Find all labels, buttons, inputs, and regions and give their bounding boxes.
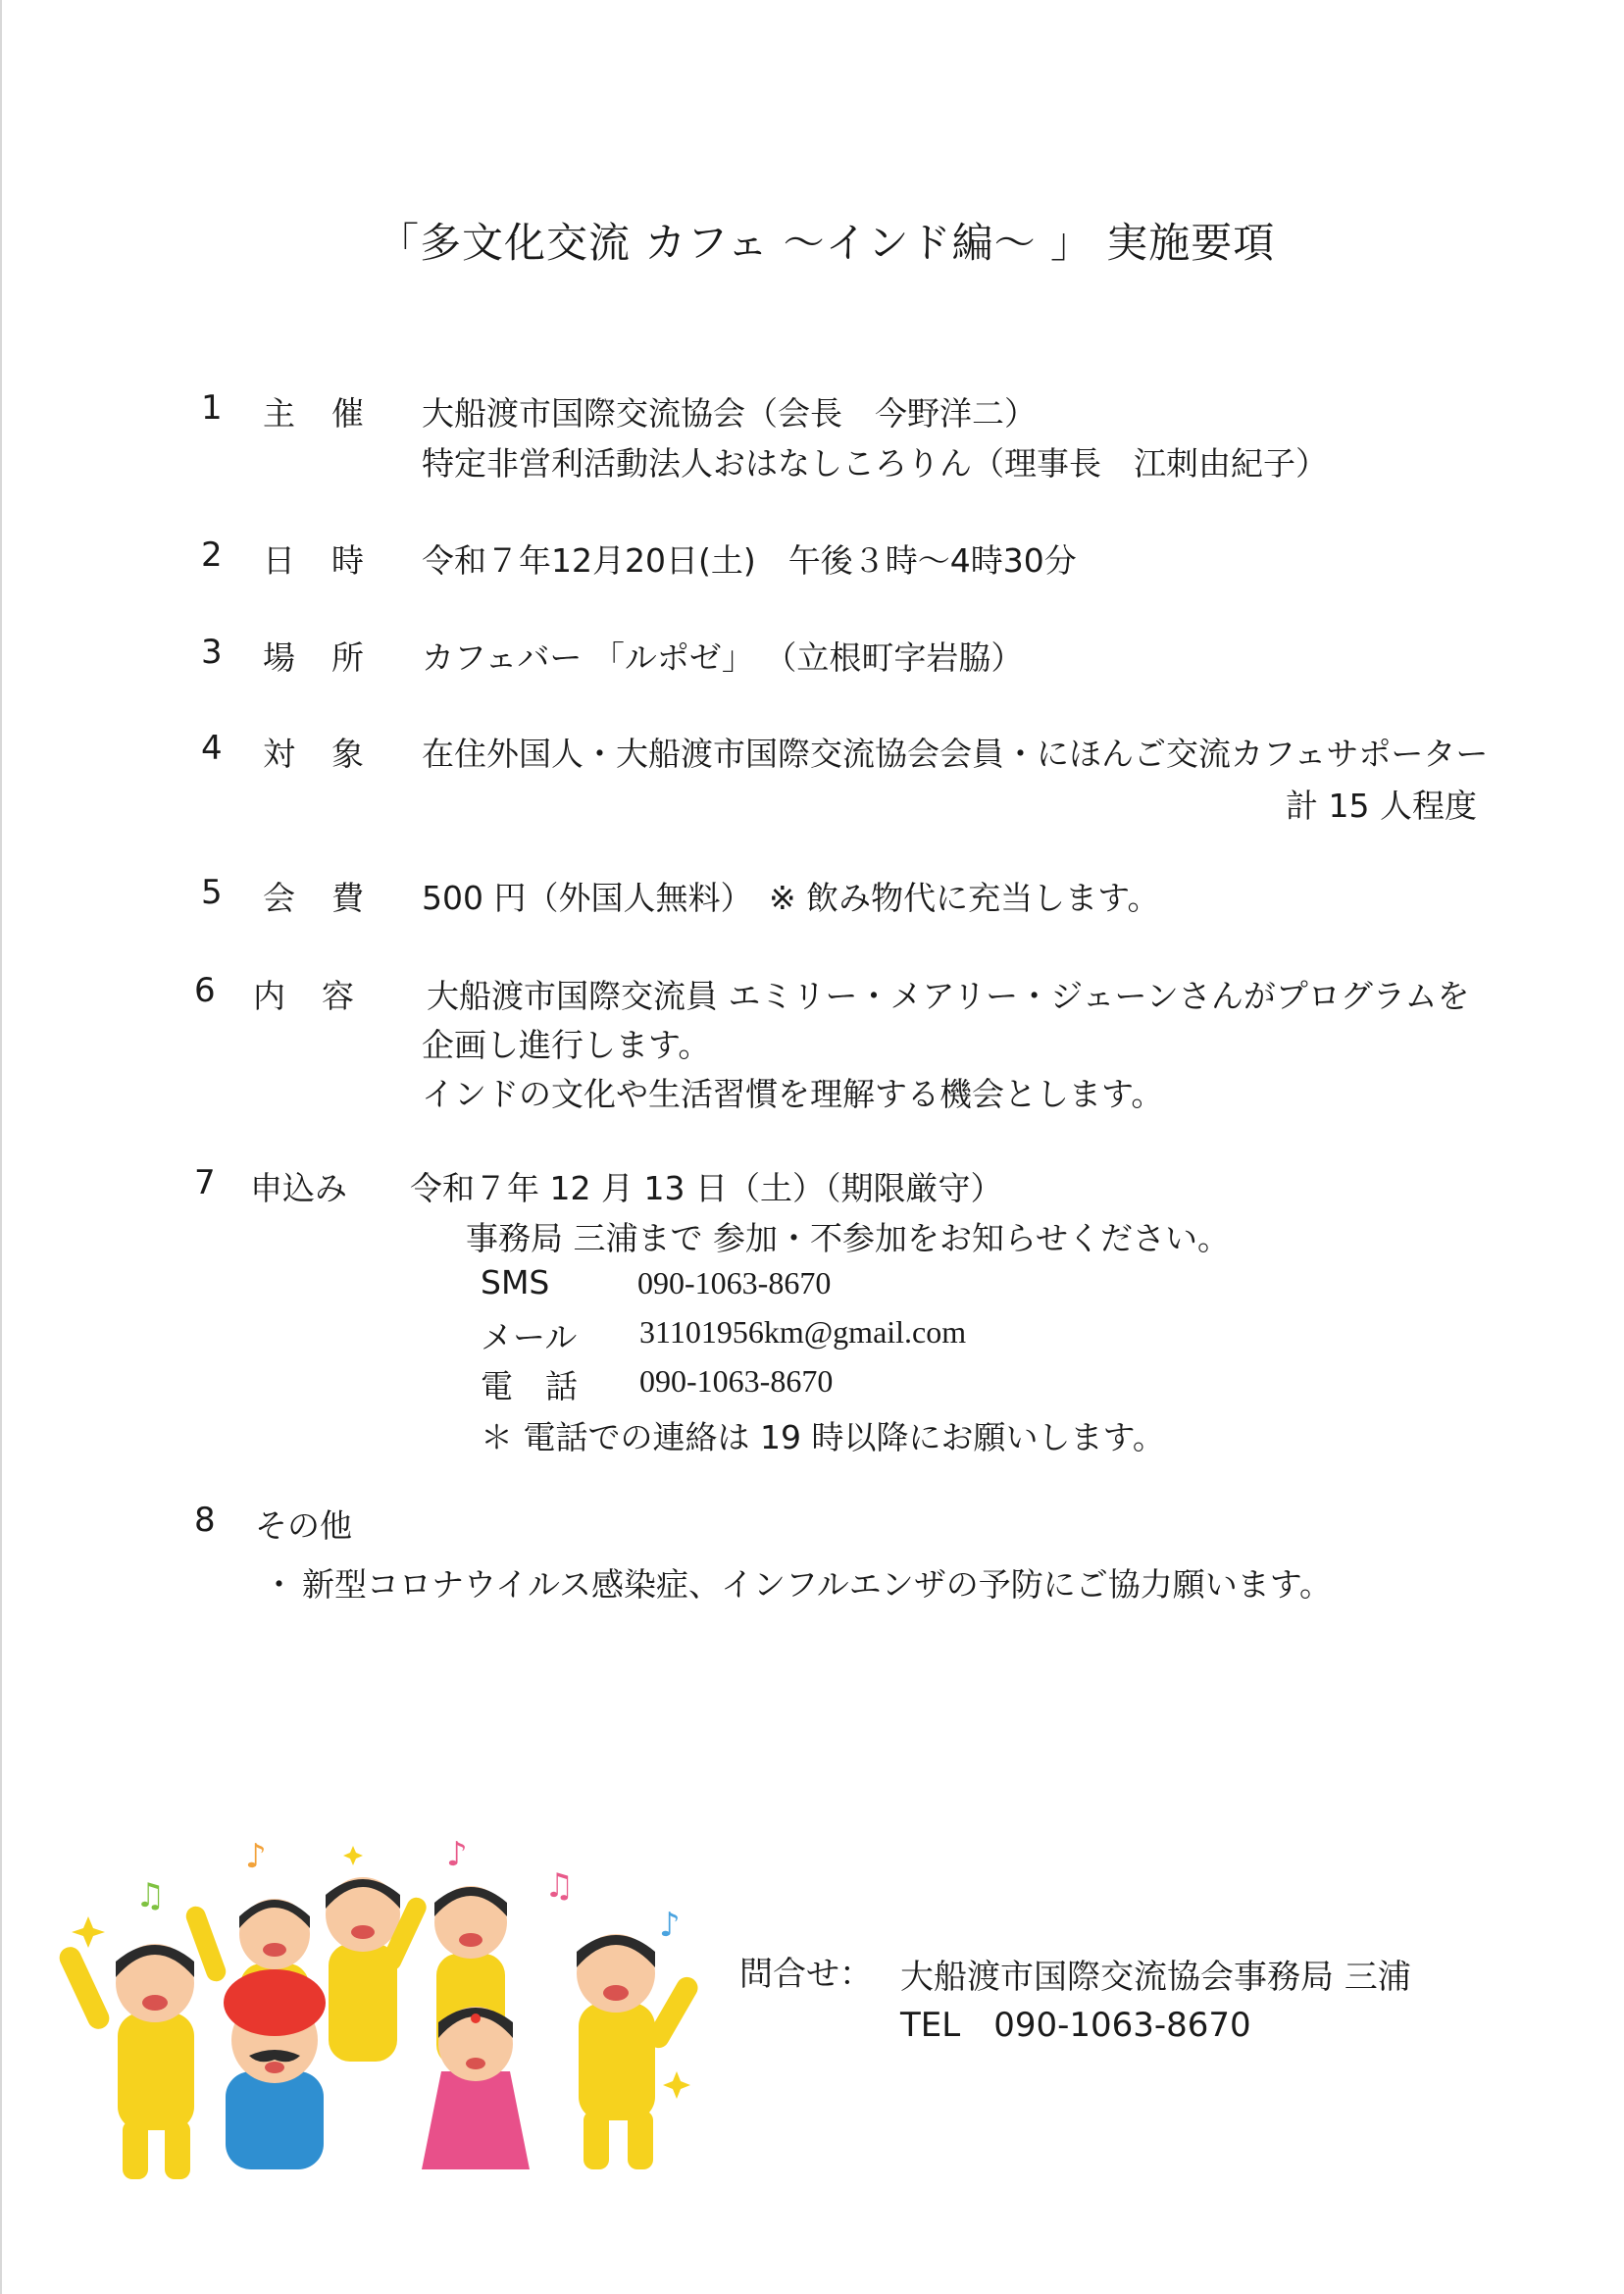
- item-text: インドの文化や生活習慣を理解する機会とします。: [422, 1075, 1164, 1113]
- item-label: 日 時: [263, 541, 366, 580]
- mail-address: 31101956km@gmail.com: [639, 1314, 967, 1350]
- item-number: 1: [201, 388, 223, 428]
- item-label: 主 催: [263, 394, 366, 433]
- item-label: 申込み: [250, 1169, 347, 1207]
- contact-organization: 大船渡市国際交流協会事務局 三浦: [900, 1958, 1411, 1997]
- item-text: 特定非営利活動法人おはなしころりん（理事長 江刺由紀子）: [422, 444, 1328, 483]
- scan-edge: [0, 0, 2, 2294]
- item-text: 新型コロナウイルス感染症、インフルエンザの予防にご協力願います。: [302, 1565, 1333, 1604]
- item-text: 大船渡市国際交流員 エミリー・メアリー・ジェーンさんがプログラムを: [427, 977, 1470, 1015]
- item-text: 令和７年12月20日(土) 午後３時～4時30分: [422, 541, 1077, 580]
- dancer: [326, 1877, 430, 2062]
- sms-number: 090-1063-8670: [637, 1265, 832, 1300]
- item-text: 500 円（外国人無料） ※ 飲み物代に充当します。: [422, 879, 1160, 917]
- svg-text:♪: ♪: [245, 1837, 267, 1876]
- tel-number: 090-1063-8670: [639, 1363, 834, 1399]
- item-number: 4: [201, 729, 223, 768]
- svg-text:♫: ♫: [135, 1876, 166, 1915]
- contact-phone: TEL 090-1063-8670: [900, 2006, 1251, 2045]
- item-label: 対 象: [263, 735, 366, 773]
- call-note: ＊ 電話での連絡は 19 時以降にお願いします。: [481, 1418, 1165, 1456]
- svg-text:♫: ♫: [544, 1866, 575, 1906]
- item-text: 計 15 人程度: [1286, 787, 1477, 825]
- svg-text:♪: ♪: [446, 1835, 468, 1874]
- mail-label: メール: [481, 1318, 578, 1356]
- item-text: 令和７年 12 月 13 日（土）（期限厳守）: [410, 1169, 1003, 1207]
- item-text: カフェバー 「ルポゼ」 （立根町字岩脇）: [422, 638, 1024, 677]
- dancer-turban: [224, 1969, 326, 2169]
- item-number: 3: [201, 633, 223, 672]
- item-label: 場 所: [263, 638, 366, 677]
- document-title: 「多文化交流 カフェ ～インド編～ 」 実施要項: [378, 219, 1276, 267]
- dancing-people-illustration: [49, 1826, 728, 2195]
- tel-label: 電 話: [481, 1367, 578, 1405]
- svg-text:♪: ♪: [659, 1906, 681, 1945]
- item-text: 大船渡市国際交流協会（会長 今野洋二）: [422, 394, 1037, 433]
- dancer: [577, 1934, 702, 2169]
- dancer: [56, 1944, 194, 2179]
- item-label: その他: [255, 1506, 352, 1545]
- contact-label: 問合せ：: [739, 1955, 873, 1994]
- item-number: 6: [194, 971, 216, 1010]
- item-number: 8: [194, 1501, 216, 1540]
- item-number: 7: [194, 1163, 216, 1202]
- bullet: ・: [263, 1565, 295, 1604]
- item-text: 事務局 三浦まで 参加・不参加をお知らせください。: [466, 1219, 1230, 1257]
- item-text: 企画し進行します。: [422, 1026, 711, 1064]
- item-number: 2: [201, 535, 223, 575]
- item-label: 会 費: [263, 879, 366, 917]
- item-text: 在住外国人・大船渡市国際交流協会会員・にほんご交流カフェサポーター: [422, 735, 1489, 773]
- sms-label: SMS: [481, 1263, 550, 1301]
- item-number: 5: [201, 873, 223, 912]
- item-label: 内 容: [253, 977, 356, 1015]
